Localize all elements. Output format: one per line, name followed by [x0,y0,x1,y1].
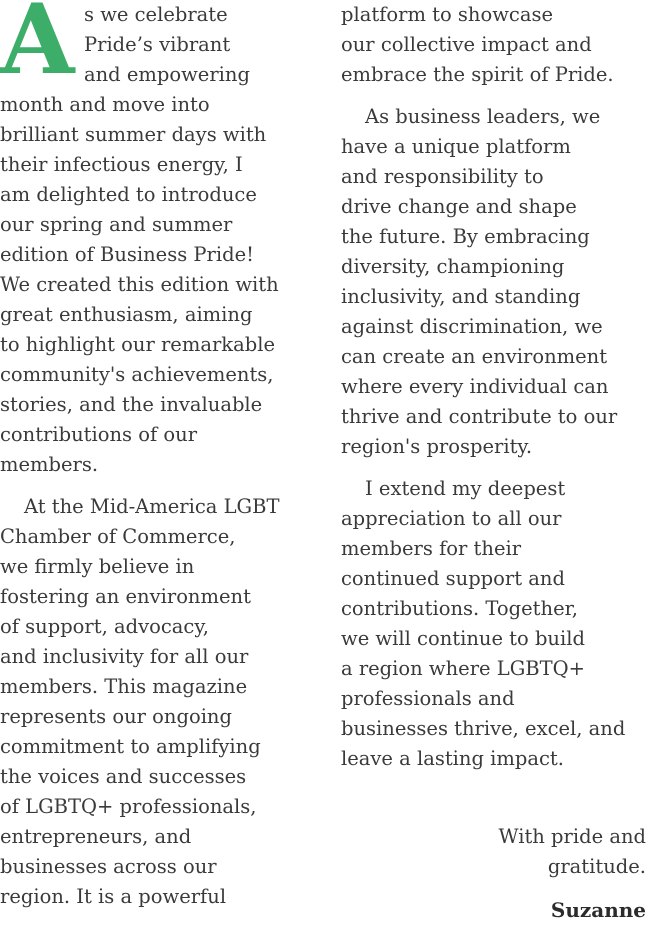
text-line: businesses across our [0,855,217,878]
text-line: of support, advocacy, [0,615,209,638]
paragraph-3 [341,102,646,462]
text-line: to highlight our remarkable [0,333,275,356]
text-line: members for their [341,537,522,560]
text-line: contributions of our [0,423,198,446]
text-line: diversity, championing [341,255,565,278]
text-line: thrive and contribute to our [341,405,618,428]
paragraph-continued [341,0,646,90]
text-line: professionals and [341,687,515,710]
text-line: edition of Business Pride! [0,243,254,266]
text-line: inclusivity, and standing [341,285,581,308]
text-line: Chamber of Commerce, [0,525,236,548]
text-line: we will continue to build [341,627,585,650]
text-line: the future. By embracing [341,225,590,248]
text-line: Pride’s vibrant [84,33,231,56]
text-line: and empowering [84,63,250,86]
drop-cap: A [0,0,75,96]
text-line: We created this edition with [0,273,279,296]
left-column [0,0,310,912]
text-line: the voices and successes [0,765,247,788]
paragraph-2 [0,492,310,912]
text-line: members. [0,453,99,476]
text-line: we firmly believe in [0,555,195,578]
text-line: can create an environment [341,345,608,368]
text-line: platform to showcase [341,3,554,26]
text-line: appreciation to all our [341,507,562,530]
text-line: stories, and the invaluable [0,393,263,416]
right-column [341,0,646,774]
text-line: and inclusivity for all our [0,645,249,668]
text-line: their infectious energy, I [0,153,243,176]
text-line: I extend my deepest [365,477,566,500]
text-line: month and move into [0,93,210,116]
text-line: where every individual can [341,375,609,398]
text-line: brilliant summer days with [0,123,267,146]
text-line: our spring and summer [0,213,233,236]
text-line: of LGBTQ+ professionals, [0,795,257,818]
text-line: embrace the spirit of Pride. [341,63,614,86]
text-line: great enthusiasm, aiming [0,303,253,326]
text-line: entrepreneurs, and [0,825,192,848]
text-line: At the Mid-America LGBT [24,495,280,518]
text-line: have a unique platform [341,135,571,158]
text-line: a region where LGBTQ+ [341,657,585,680]
text-line: continued support and [341,567,565,590]
text-line: contributions. Together, [341,597,578,620]
text-line: leave a lasting impact. [341,747,564,770]
text-line: our collective impact and [341,33,592,56]
text-line: community's achievements, [0,363,274,386]
text-line: drive change and shape [341,195,577,218]
signature-name: Suzanne [550,898,646,922]
text-line: against discrimination, we [341,315,603,338]
text-line: region. It is a powerful [0,885,227,908]
text-line: s we celebrate [84,3,228,26]
text-line: region's prosperity. [341,435,533,458]
signoff [346,822,646,882]
signoff-line: With pride and [498,825,646,848]
text-line: fostering an environment [0,585,251,608]
text-line: represents our ongoing [0,705,232,728]
text-line: members. This magazine [0,675,248,698]
text-line: and responsibility to [341,165,544,188]
paragraph-4 [341,474,646,774]
text-line: businesses thrive, excel, and [341,717,626,740]
text-line: As business leaders, we [365,105,601,128]
signoff-line: gratitude. [547,855,646,878]
text-line: commitment to amplifying [0,735,261,758]
text-line: am delighted to introduce [0,183,257,206]
